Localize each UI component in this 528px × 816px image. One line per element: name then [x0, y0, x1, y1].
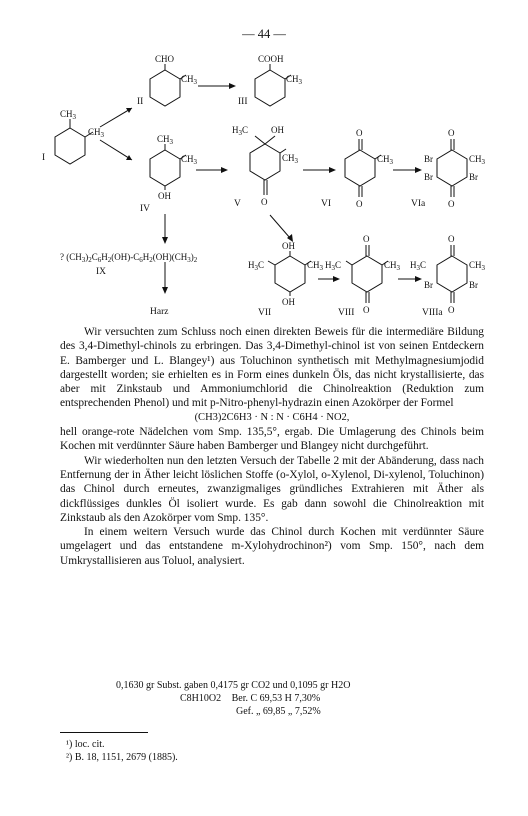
analysis-formula: C8H10O2	[180, 692, 222, 704]
numeral-IX: IX	[96, 267, 107, 277]
numeral-III: III	[238, 97, 248, 107]
formula-IX: ? $(CH_3)_2C_6H_2(OH)-C_6H_2(OH)(CH_3)_2$	[60, 252, 198, 264]
compound-III	[238, 54, 303, 107]
svg-text:H3C: $H_3C$	[248, 260, 265, 272]
footnote-2: ²) B. 18, 1151, 2679 (1885).	[66, 752, 178, 763]
svg-text:H3C: $H_3C$	[232, 125, 249, 137]
svg-text:O: O	[261, 197, 268, 207]
compound-VIa	[411, 128, 486, 209]
svg-text:CH3: $CH_3$	[286, 74, 303, 86]
footnotes	[60, 738, 178, 764]
svg-text:Br: Br	[469, 280, 478, 290]
svg-text:CH3: $CH_3$	[181, 74, 198, 86]
compound-VIII	[325, 234, 401, 318]
paragraph-1: Wir versuchten zum Schluss noch einen direkten Beweis für die intermediäre Bildung des 3,4-Dimethyl-chinols zu erbringen. Das 3,4-Dimethyl-chinol ist von seinen Entdeckern E. Bamberger und L. Blangey¹) aus Toluchinon synthetisch mit Methylmagnesiumjodid dargestellt worden; sie erhielten es in Form eines dunkeln Öls, das nicht krystallisierte, das aber mit Zinkstaub und Ammoniumchlorid die Chinolreaktion (Reduktion zum entsprechenden Phenol) und mit p-Nitro-phenyl-hydrazin einen Azokörper der Formel	[60, 326, 484, 410]
svg-text:O: O	[356, 199, 363, 209]
svg-text:CH3: $CH_3$	[469, 260, 486, 272]
paragraph-3: Wir wiederholten nun den letzten Versuch der Tabelle 2 mit der Abänderung, dass nach Entfernung der in Äther leicht löslichen Stoffe (o-Xylol, o-Xylenol, Di-xylenol, Toluchinon) das Chinol durch erneutes, zwanzigmaliges gründliches Extrahieren mit Äther als dickflüssiges dunkles Öl isoliert wurde. Es gab dann sowohl die Chinolreaktion mit Zinkstaub als den Azokörper vom Smp. 135°.	[60, 454, 484, 524]
numeral-I: I	[42, 153, 46, 163]
analysis-ber: Ber. C 69,53 H 7,30%	[231, 692, 321, 704]
svg-text:O: O	[448, 305, 455, 315]
footnote-1: ¹) loc. cit.	[66, 739, 105, 750]
paragraph-4: In einem weitern Versuch wurde das Chinol durch Kochen mit verdünnter Säure umgelagert und das entstandene m-Xylohydrochinon²) vom Smp. 150°, nach dem Umkrystallisieren aus Toluol, analysiert.	[60, 526, 484, 567]
analysis-line-1: 0,1630 gr Subst. gaben 0,4175 gr CO2 und 0,1095 gr H2O	[116, 680, 351, 691]
svg-text:CH3: $CH_3$	[157, 134, 174, 146]
I-ch3-top: $CH_3$	[60, 109, 77, 121]
I-ch3-side: $CH_3$	[88, 127, 105, 139]
svg-text:CH3: $CH_3$	[282, 153, 299, 165]
svg-text:CHO: CHO	[155, 54, 175, 64]
svg-text:O: O	[363, 305, 370, 315]
compound-V	[232, 125, 299, 209]
footnote-rule	[60, 732, 148, 733]
arrow-I-II	[100, 108, 132, 127]
compound-II	[137, 54, 198, 107]
svg-text:CH3: $CH_3$	[384, 260, 401, 272]
svg-text:Br: Br	[424, 280, 433, 290]
svg-text:Br: Br	[424, 154, 433, 164]
svg-text:O: O	[448, 199, 455, 209]
arrow-V-VII	[270, 215, 290, 238]
azo-formula: (CH3)2C6H3 · N : N · C6H4 · NO2,	[194, 411, 350, 423]
compound-IV	[140, 134, 198, 214]
svg-text:COOH: COOH	[258, 54, 284, 64]
numeral-V: V	[234, 199, 241, 209]
numeral-II: II	[137, 97, 144, 107]
analysis-block	[60, 680, 484, 718]
numeral-VIIIa: VIIIa	[422, 308, 443, 318]
svg-text:OH: OH	[158, 191, 171, 201]
reaction-scheme	[0, 0, 528, 330]
svg-text:O: O	[448, 128, 455, 138]
numeral-IV: IV	[140, 204, 151, 214]
svg-text:CH3: $CH_3$	[377, 154, 394, 166]
main-text	[60, 325, 484, 568]
compound-VII	[248, 241, 324, 318]
numeral-VIII: VIII	[338, 308, 355, 318]
svg-text:OH: OH	[282, 297, 295, 307]
svg-text:OH: OH	[271, 125, 284, 135]
svg-text:H3C: $H_3C$	[325, 260, 342, 272]
numeral-VI: VI	[321, 199, 332, 209]
analysis-gef: Gef. „ 69,85 „ 7,52%	[236, 705, 321, 717]
label-harz: Harz	[150, 307, 169, 317]
svg-text:OH: OH	[282, 241, 295, 251]
arrow-I-IV	[100, 140, 132, 160]
svg-text:O: O	[363, 234, 370, 244]
svg-text:Br: Br	[424, 172, 433, 182]
compound-VIIIa	[410, 234, 486, 318]
compound-I	[42, 109, 105, 164]
numeral-VIa: VIa	[411, 199, 426, 209]
page-number: — 44 —	[242, 27, 286, 41]
svg-text:CH3: $CH_3$	[307, 260, 324, 272]
svg-text:CH3: $CH_3$	[469, 154, 486, 166]
paragraph-2: hell orange-rote Nädelchen vom Smp. 135,5°, ergab. Die Umlagerung des Chinols beim Kochen mit verdünnter Säure haben Bamberger und Blangey nicht durchgeführt.	[60, 426, 484, 453]
numeral-VII: VII	[258, 308, 272, 318]
svg-text:Br: Br	[469, 172, 478, 182]
svg-text:CH3: $CH_3$	[181, 154, 198, 166]
svg-text:O: O	[448, 234, 455, 244]
svg-text:O: O	[356, 128, 363, 138]
svg-text:H3C: $H_3C$	[410, 260, 427, 272]
